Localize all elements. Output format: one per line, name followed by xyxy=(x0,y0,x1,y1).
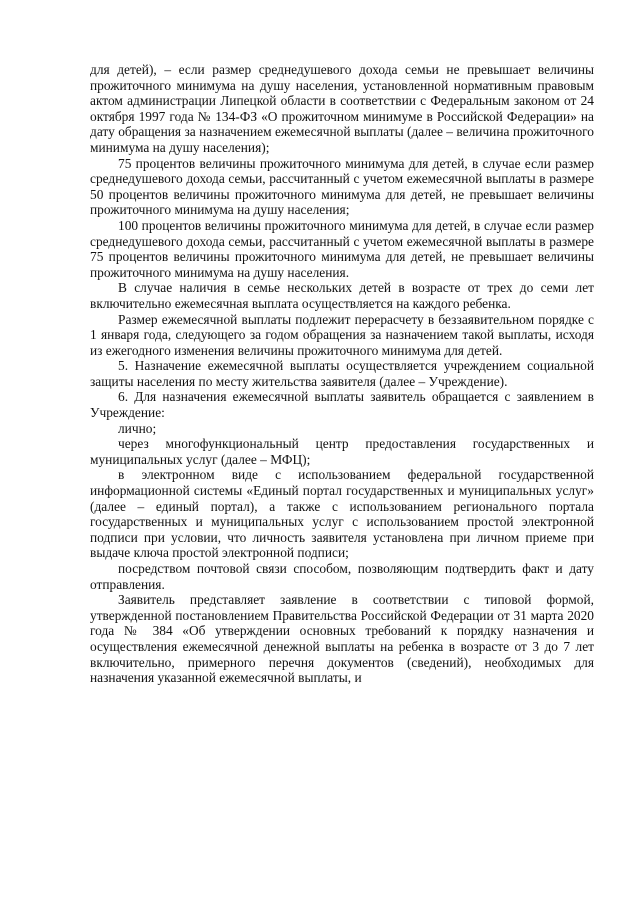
paragraph-item-5: 5. Назначение ежемесячной выплаты осуществляется учреждением социальной защиты населения по месту жительства заявителя (далее – Учреждение). xyxy=(90,358,594,389)
paragraph-item-6: 6. Для назначения ежемесячной выплаты заявитель обращается с заявлением в Учреждение: xyxy=(90,389,594,421)
paragraph-100-percent: 100 процентов величины прожиточного минимума для детей, в случае если размер среднедушевого дохода семьи, рассчитанный с учетом ежемесячной выплаты в размере 75 процентов величины прожиточного минимума для детей, не превышает величины прожиточного минимума на душу населения. xyxy=(90,217,594,280)
paragraph-75-percent: 75 процентов величины прожиточного минимума для детей, в случае если размер среднедушевого дохода семьи, рассчитанный с учетом ежемесячной выплаты в размере 50 процентов величины прожиточного минимума для детей, не превышает величины прожиточного минимума на душу населения; xyxy=(90,155,594,218)
document-text xyxy=(90,62,594,686)
paragraph-application-form: Заявитель представляет заявление в соответствии с типовой формой, утвержденной постановлением Правительства Российской Федерации от 31 марта 2020 года № 384 «Об утверждении основных требований к порядку назначения и осуществления ежемесячной денежной выплаты на ребенка в возрасте от 3 до 7 лет включительно, примерного перечня документов (сведений), необходимых для назначения указанной ежемесячной выплаты, и xyxy=(90,592,594,686)
paragraph-recalculation: Размер ежемесячной выплаты подлежит перерасчету в беззаявительном порядке с 1 января года, следующего за годом обращения за назначением такой выплаты, исходя из ежегодного изменения величины прожиточного минимума для детей. xyxy=(90,311,594,358)
list-item-mfc: через многофункциональный центр предоставления государственных и муниципальных услуг (далее – МФЦ); xyxy=(90,436,594,467)
list-item-post: посредством почтовой связи способом, позволяющим подтвердить факт и дату отправления. xyxy=(90,561,594,592)
list-item-in-person: лично; xyxy=(118,420,157,436)
paragraph-continuation: для детей), – если размер среднедушевого дохода семьи не превышает величины прожиточного минимума на душу населения, установленной нормативным правовым актом администрации Липецкой области в соответствии с Федеральным законом от 24 октября 1997 года № 134-ФЗ «О прожиточном минимуме в Российской Федерации» на дату обращения за назначением ежемесячной выплаты (далее – величина прожиточного минимума на душу населения); xyxy=(90,62,594,155)
paragraph-several-children: В случае наличия в семье нескольких детей в возрасте от трех до семи лет включительно ежемесячная выплата осуществляется на каждого ребенка. xyxy=(90,280,594,311)
list-item-electronic: в электронном виде с использованием федеральной государственной информационной системы «Единый портал государственных и муниципальных услуг» (далее – единый портал), а также с использованием регионального портала государственных и муниципальных услуг с использованием простой электронной подписи при условии, что личность заявителя установлена при личном приеме при выдаче ключа простой электронной подписи; xyxy=(90,467,594,561)
